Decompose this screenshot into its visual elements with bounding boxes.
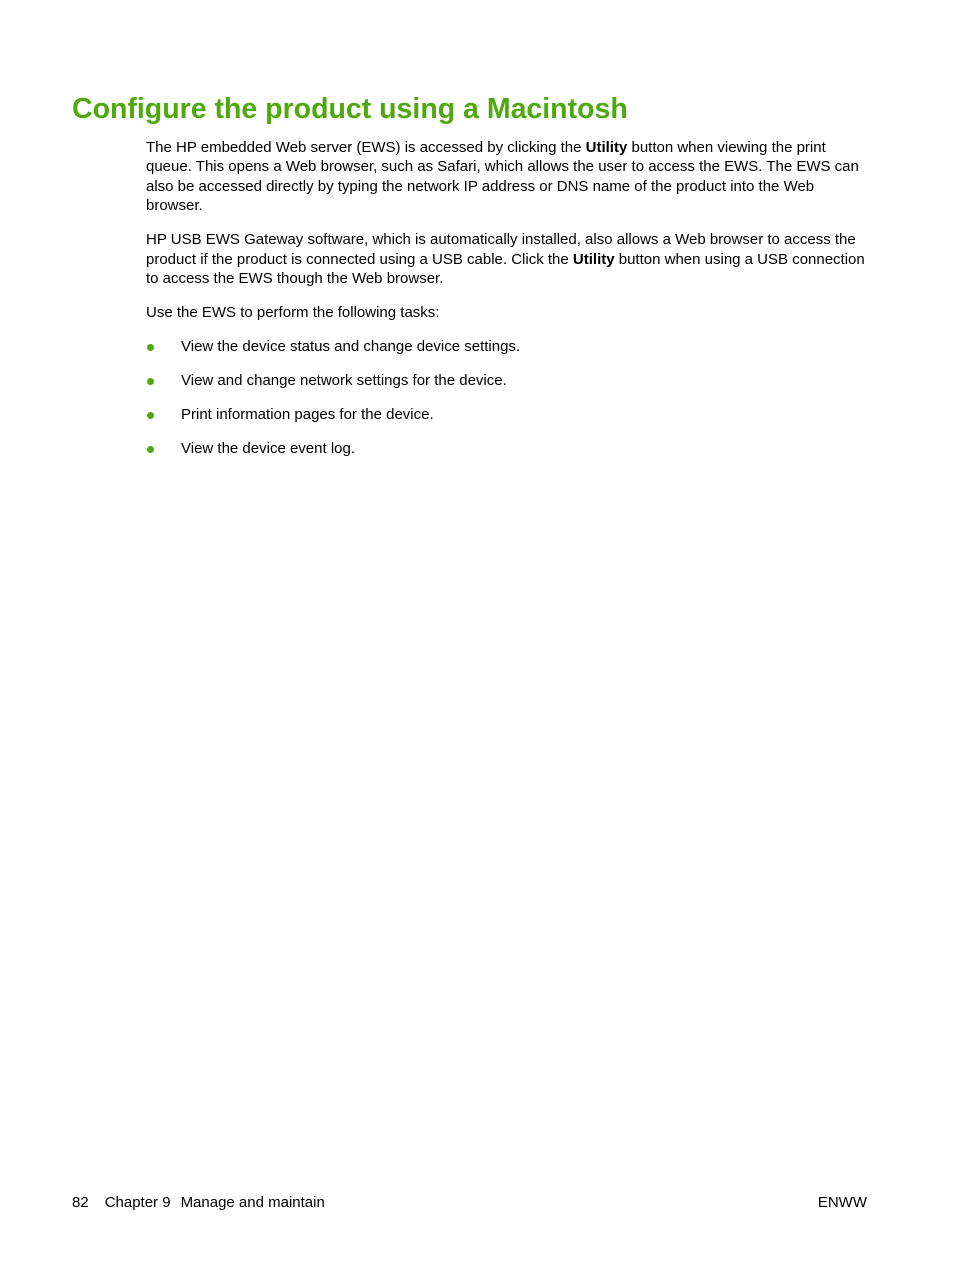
page-footer-left <box>72 1193 325 1212</box>
list-item-text: View the device status and change device settings. <box>181 338 521 356</box>
bullet-icon <box>147 378 154 385</box>
bullet-icon <box>147 344 154 351</box>
intro-paragraph-1 <box>146 138 870 216</box>
page-title: Configure the product using a Macintosh <box>72 93 628 125</box>
utility-label: Utility <box>585 139 628 156</box>
tasks-intro: Use the EWS to perform the following tasks: <box>146 304 440 322</box>
utility-label: Utility <box>572 250 615 268</box>
footer-section: Manage and maintain <box>180 1194 325 1211</box>
footer-chapter: Chapter 9 <box>104 1194 171 1211</box>
intro-paragraph-2-text-end: button when using a USB connection to access the EWS though the Web browser. <box>146 250 865 288</box>
page-number: 82 <box>72 1194 89 1211</box>
intro-paragraph-2-text-start: HP USB EWS Gateway software, which is automatically installed, also allows a Web browser to access the product if the product is connected using a USB cable. Click the <box>146 231 856 268</box>
bullet-icon <box>147 446 154 453</box>
intro-paragraph-1-text-start: The HP embedded Web server (EWS) is accessed by clicking the <box>146 139 586 156</box>
page-content <box>146 138 870 473</box>
list-item-text: View and change network settings for the device. <box>181 372 507 390</box>
list-item <box>146 337 870 356</box>
list-item-text: View the device event log. <box>181 440 356 458</box>
page-footer-right: ENWW <box>817 1194 867 1211</box>
intro-paragraph-1-text-end: button when viewing the print queue. This opens a Web browser, such as Safari, which allows the user to access the EWS. The EWS can also be accessed directly by typing the network IP address or DNS name of the product into the Web browser. <box>146 139 859 215</box>
task-list <box>146 337 870 458</box>
list-item <box>146 371 870 390</box>
bullet-icon <box>147 412 154 419</box>
list-item <box>146 405 870 424</box>
list-item-text: Print information pages for the device. <box>181 406 434 424</box>
list-item <box>146 439 870 458</box>
intro-paragraph-2 <box>146 230 870 288</box>
